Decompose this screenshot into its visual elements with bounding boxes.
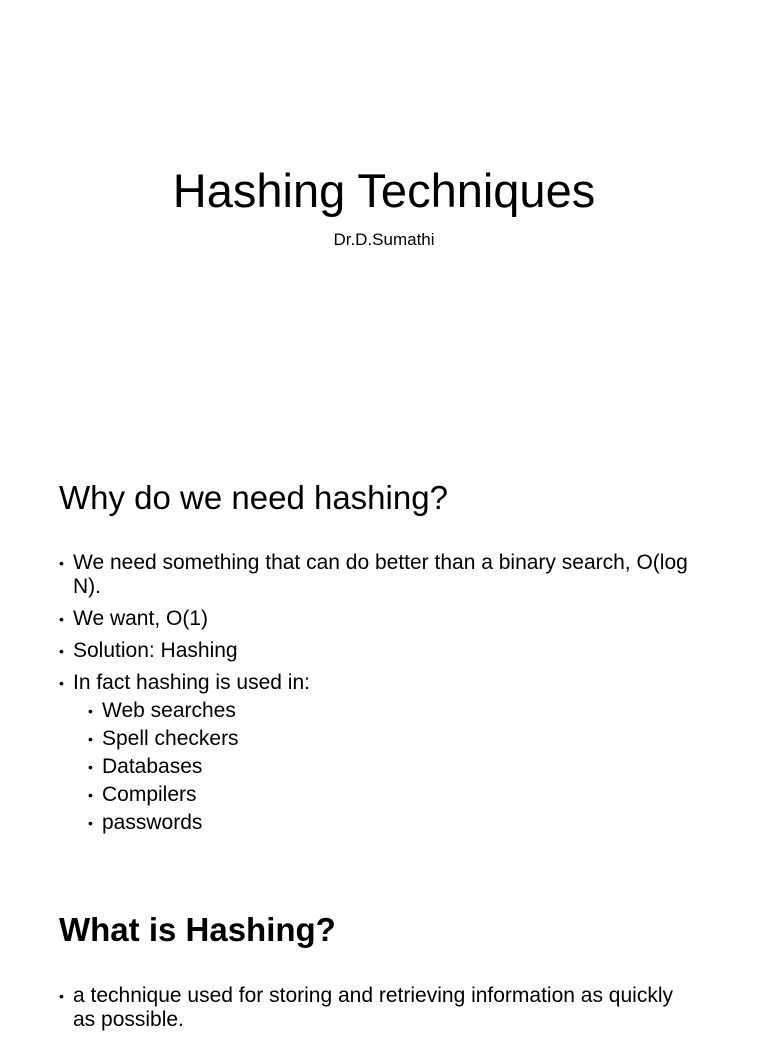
bullet-item: • We want, O(1) — [59, 607, 208, 630]
sub-bullet-item: • Spell checkers — [88, 727, 239, 750]
bullet-item: • In fact hashing is used in: — [59, 671, 310, 694]
bullet-item: • We need something that can do better than a binary search, O(log N). — [59, 551, 688, 598]
sub-bullet-item: • Web searches — [88, 699, 236, 722]
slide-title: Hashing Techniques — [172, 164, 596, 217]
bullet-icon: • — [59, 988, 64, 1004]
sub-bullet-item: • Databases — [88, 755, 203, 778]
bullet-icon: • — [59, 611, 64, 627]
bullet-icon: • — [59, 643, 64, 659]
slide-heading: What is Hashing? — [59, 911, 336, 948]
slide-heading: Why do we need hashing? — [59, 479, 448, 516]
bullet-icon: • — [88, 759, 93, 775]
bullet-icon: • — [59, 555, 64, 571]
bullet-icon: • — [88, 815, 93, 831]
sub-bullet-item: • passwords — [88, 811, 203, 834]
slide-author: Dr.D.Sumathi — [333, 230, 435, 249]
bullet-icon: • — [59, 675, 64, 691]
bullet-icon: • — [88, 731, 93, 747]
bullet-item: • Solution: Hashing — [59, 639, 238, 662]
bullet-icon: • — [88, 787, 93, 803]
bullet-item: • a technique used for storing and retrieving information as quickly as possible. — [59, 984, 673, 1031]
title-slide — [0, 0, 768, 430]
bullet-list — [59, 551, 699, 839]
bullet-list — [59, 984, 699, 1040]
sub-bullet-item: • Compilers — [88, 783, 197, 806]
bullet-icon: • — [88, 703, 93, 719]
